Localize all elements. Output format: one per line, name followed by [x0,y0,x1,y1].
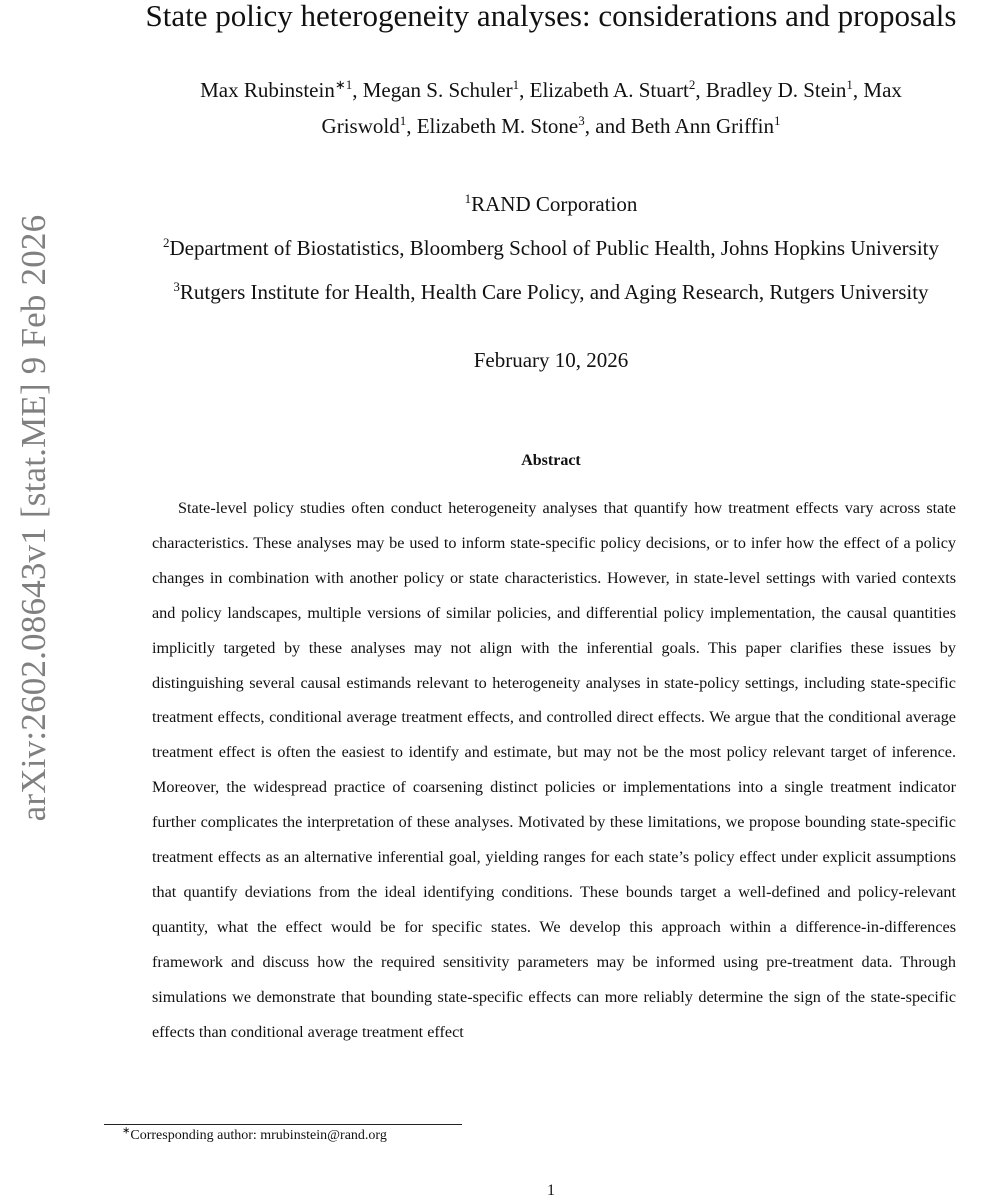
affiliation-list [98,182,1004,314]
publication-date: February 10, 2026 [473,348,629,372]
affiliation-rutgers [98,270,1004,314]
author-affiliation-mark: 2 [688,77,696,92]
author-list [98,72,1004,144]
author-separator: , [519,78,530,102]
author-affiliation-mark: 1 [399,113,407,128]
abstract-heading: Abstract [521,452,581,469]
author-affiliation-mark: 1 [846,77,853,92]
author-separator: , and [584,114,631,138]
author-separator: , [695,78,706,102]
affiliation-number: 2 [162,235,170,250]
author-affiliation-mark: 1 [773,113,781,128]
abstract-text: State-level policy studies often conduct heterogeneity analyses that quantify how treatment effects vary across state characteristics. These analyses may be used to inform state-specific policy decisions, or to infer how the effect of a policy changes in combination with another policy or state characteristics. However, in state-level settings with varied contexts and policy landscapes, multiple versions of similar policies, and differential policy implementation, the causal quantities implicitly targeted by these analyses may not align with the inferential goals. This paper clarifies these issues by distinguishing several causal estimands relevant to heterogeneity analyses in state-policy settings, including state-specific treatment effects, conditional average treatment effects, and controlled direct effects. We argue that the conditional average treatment effect is often the easiest to identify and estimate, but may not be the most policy relevant target of inference. Moreover, the widespread practice of coarsening distinct policies or implementations into a single treatment indicator further complicates the interpretation of these analyses. Motivated by these limitations, we propose bounding state-specific treatment effects as an alternative inferential goal, yielding ranges for each state’s policy effect under explicit assumptions that quantify deviations from the ideal identifying conditions. These bounds target a well-defined and policy-relevant quantity, what the effect would be for specific states. We develop this approach within a difference-in-differences framework and discuss how the required sensitivity parameters may be informed using pre-treatment data. Through simulations we demonstrate that bounding state-specific effects can more reliably determine the sign of the state-specific effects than conditional average treatment effect [152,499,956,1041]
arxiv-identifier: arXiv:2602.08643v1 [stat.ME] 9 Feb 2026 [14,214,53,822]
footnote-text: Corresponding author: mrubinstein@rand.org [130,1128,387,1143]
author-name: Beth Ann Griffin [630,114,774,138]
footnote-mark: ∗ [122,1125,131,1137]
author-name: Megan S. Schuler [362,78,513,102]
author-separator: , Max [852,78,902,102]
author-name: Elizabeth A. Stuart [529,78,689,102]
author-separator: , [406,114,417,138]
author-line-2 [98,108,1004,144]
footnote-divider [104,1124,462,1125]
page-number: 1 [547,1182,555,1199]
author-affiliation-mark: 1 [512,77,520,92]
affiliation-text: Department of Biostatistics, Bloomberg School of Public Health, Johns Hopkins University [169,236,940,260]
affiliation-text: Rutgers Institute for Health, Health Care Policy, and Aging Research, Rutgers University [179,280,929,304]
author-line-1 [98,72,1004,108]
author-affiliation-mark: ∗1 [334,77,353,92]
author-affiliation-mark: 3 [578,113,585,128]
affiliation-number: 3 [173,279,180,294]
affiliation-number: 1 [464,191,472,206]
author-name: Elizabeth M. Stone [416,114,579,138]
affiliation-rand [98,182,1004,226]
affiliation-text: RAND Corporation [471,192,638,216]
author-name: Griswold [321,114,400,138]
author-name: Max Rubinstein [200,78,335,102]
author-separator: , [352,78,363,102]
author-name: Bradley D. Stein [705,78,847,102]
affiliation-jhu [98,226,1004,270]
paper-title: State policy heterogeneity analyses: considerations and proposals [145,0,957,33]
corresponding-author-footnote [122,1125,387,1144]
